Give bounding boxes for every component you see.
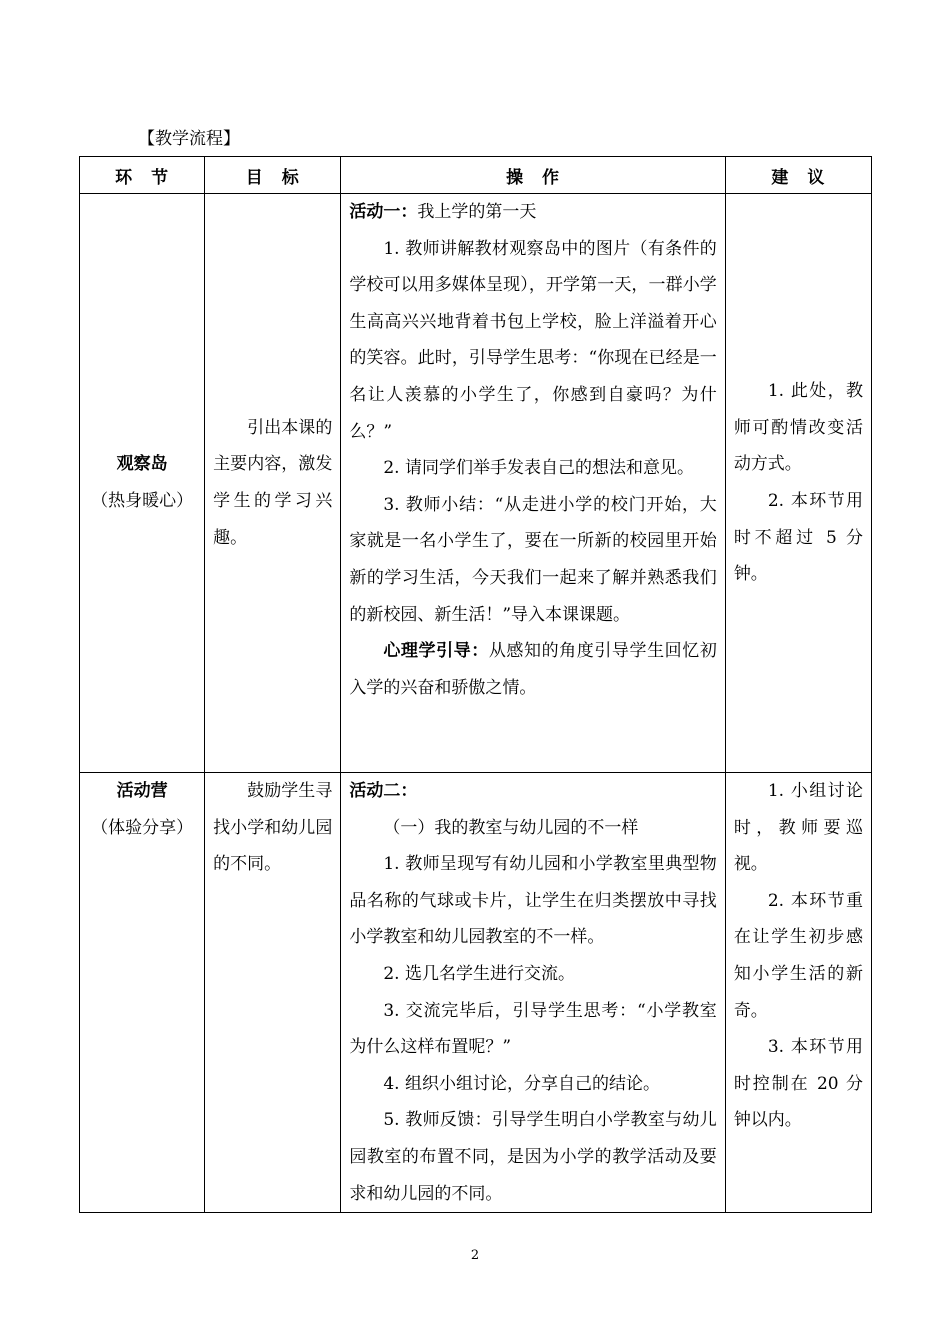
stage-cell bbox=[80, 773, 205, 1213]
stage-name: 观察岛 bbox=[116, 454, 168, 475]
operation-paragraph: 1. 教师呈现写有幼儿园和小学教室里典型物品名称的气球或卡片，让学生在归类摆放中寻找小学教室和幼儿园教室的不一样。 bbox=[349, 854, 717, 948]
activity-heading bbox=[349, 194, 716, 231]
suggestion-item: 3. 本环节用时控制在 20 分钟以内。 bbox=[733, 1037, 863, 1131]
stage-subtitle: （热身暖心） bbox=[91, 491, 194, 511]
psychology-guide-text: 从感知的角度引导学生回忆初入学的兴奋和骄傲之情。 bbox=[349, 641, 717, 698]
operation-paragraph: 3. 教师小结：“从走进小学的校门开始，大家就是一名小学生了，要在一所新的校园里开始新的学习生活，今天我们一起来了解并熟悉我们的新校园、新生活！”导入本课课题。 bbox=[349, 494, 717, 625]
header-suggestion: 建 议 bbox=[725, 157, 871, 194]
table-row bbox=[80, 194, 872, 773]
suggestion-item: 2. 本环节重在让学生初步感知小学生活的新奇。 bbox=[733, 890, 863, 1021]
section-title: 【教学流程】 bbox=[138, 129, 240, 149]
operation-paragraph: 2. 选几名学生进行交流。 bbox=[383, 963, 575, 984]
psychology-guide-label: 心理学引导： bbox=[383, 641, 489, 662]
page-number: 2 bbox=[470, 1248, 480, 1263]
table-header-row bbox=[80, 157, 872, 194]
teaching-flow-table bbox=[79, 156, 872, 1213]
operation-cell bbox=[341, 194, 725, 773]
operation-paragraph: 2. 请同学们举手发表自己的想法和意见。 bbox=[383, 458, 694, 479]
header-stage: 环 节 bbox=[80, 157, 205, 194]
goal-cell bbox=[205, 773, 341, 1213]
stage-name: 活动营 bbox=[116, 781, 168, 801]
header-goal: 目 标 bbox=[205, 157, 341, 194]
header-operation: 操 作 bbox=[341, 157, 725, 194]
activity-heading-label: 活动二： bbox=[349, 781, 418, 801]
goal-cell bbox=[205, 194, 341, 773]
goal-text: 鼓励学生寻找小学和幼儿园的不同。 bbox=[213, 781, 333, 875]
operation-paragraph: 4. 组织小组讨论，分享自己的结论。 bbox=[383, 1073, 660, 1094]
stage-cell bbox=[80, 194, 205, 773]
activity-heading bbox=[349, 773, 716, 810]
suggestion-item: 2. 本环节用时不超过 5 分钟。 bbox=[733, 491, 863, 585]
psychology-guide bbox=[349, 633, 716, 706]
operation-cell bbox=[341, 773, 725, 1213]
stage-subtitle: （体验分享） bbox=[91, 817, 194, 838]
suggestion-item: 1. 此处，教师可酌情改变活动方式。 bbox=[733, 381, 863, 475]
activity-heading-text: 我上学的第一天 bbox=[417, 202, 537, 222]
goal-text: 引出本课的主要内容，激发学生的学习兴趣。 bbox=[213, 417, 333, 548]
activity-heading-label: 活动一： bbox=[349, 202, 418, 222]
operation-paragraph: 5. 教师反馈：引导学生明白小学教室与幼儿园教室的布置不同，是因为小学的教学活动及要求和幼儿园的不同。 bbox=[349, 1110, 717, 1204]
suggestion-item: 1. 小组讨论时，教师要巡视。 bbox=[733, 781, 863, 875]
suggestion-cell bbox=[725, 194, 871, 773]
operation-paragraph: 1. 教师讲解教材观察岛中的图片（有条件的学校可以用多媒体呈现），开学第一天，一群小学生高高兴兴地背着书包上学校，脸上洋溢着开心的笑容。此时，引导学生思考：“你现在已经是一名让人羡慕的小学生了，你感到自豪吗？为什么？” bbox=[349, 238, 717, 442]
suggestion-cell bbox=[725, 773, 871, 1213]
operation-paragraph: 3. 交流完毕后，引导学生思考：“小学教室为什么这样布置呢？” bbox=[349, 1000, 717, 1058]
operation-subheading: （一）我的教室与幼儿园的不一样 bbox=[383, 817, 639, 838]
table-row bbox=[80, 773, 872, 1213]
